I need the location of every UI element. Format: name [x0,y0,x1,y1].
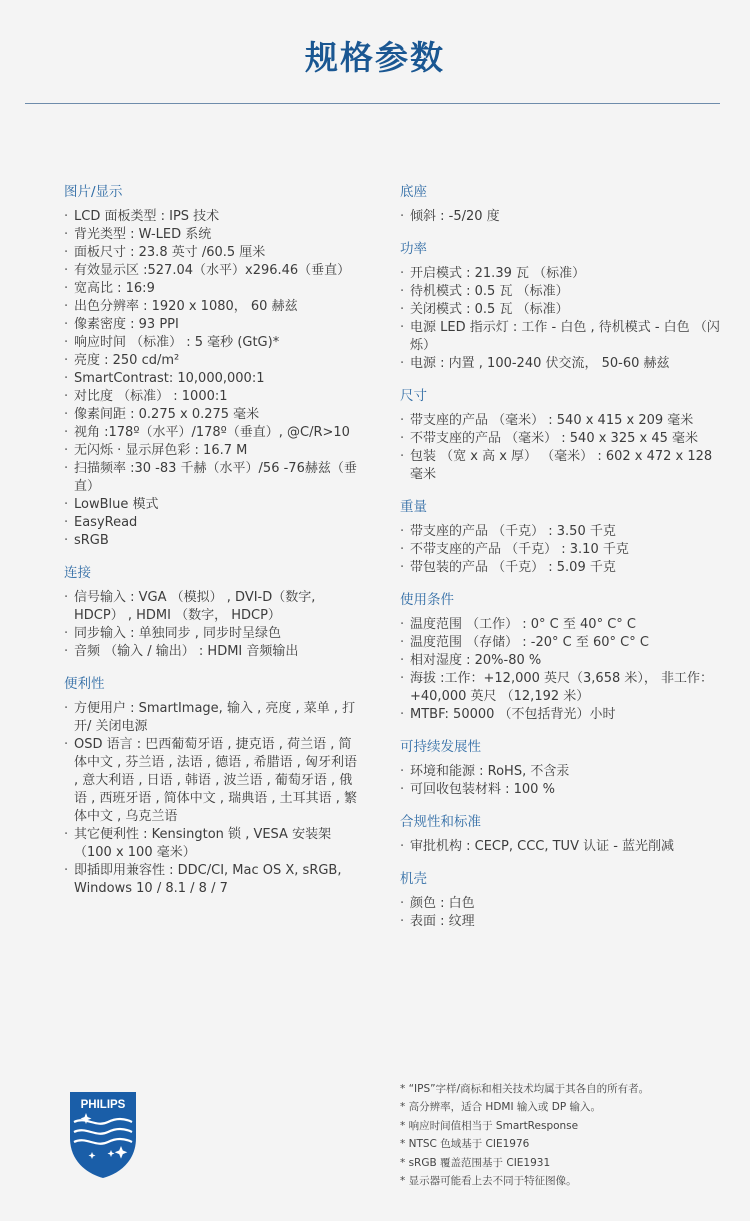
spec-section [400,387,720,484]
spec-list [400,523,720,577]
spec-item: · 亮度 : 250 cd/m² [64,352,364,370]
spec-item: · 出色分辨率 : 1920 x 1080， 60 赫兹 [64,298,364,316]
spec-item: · 倾斜 : -5/20 度 [400,208,720,226]
spec-list [64,700,364,898]
spec-item: · 扫描频率 :30 -83 千赫（水平）/56 -76赫兹（垂直） [64,460,364,496]
spec-section [400,813,720,856]
spec-item: · MTBF: 50000 （不包括背光）小时 [400,706,720,724]
spec-item: · 电源 LED 指示灯 : 工作 - 白色 , 待机模式 - 白色 （闪烁） [400,319,720,355]
philips-logo-wordmark: PHILIPS [80,1099,126,1111]
philips-logo [66,1088,140,1180]
spec-item: · 可回收包装材料 : 100 % [400,781,720,799]
spec-section [64,183,364,550]
spec-item: · 像素密度 : 93 PPI [64,316,364,334]
spec-item: · 其它便利性 : Kensington 锁 , VESA 安装架 （100 x 100 毫米） [64,826,364,862]
footnote: * sRGB 覆盖范围基于 CIE1931 [400,1156,551,1169]
title-divider [25,103,720,104]
spec-item: · EasyRead [64,514,364,532]
spec-section [400,183,720,226]
spec-item: · 不带支座的产品 （毫米） : 540 x 325 x 45 毫米 [400,430,720,448]
spec-item: · 颜色 : 白色 [400,895,720,913]
spec-section [64,675,364,898]
spec-item: · LowBlue 模式 [64,496,364,514]
spec-item: · 方便用户 : SmartImage, 输入 , 亮度 , 菜单 , 打开/ 关闭电源 [64,700,364,736]
spec-item: · 响应时间 （标准） : 5 毫秒 (GtG)* [64,334,364,352]
footnote: * 响应时间值相当于 SmartResponse [400,1119,579,1132]
spec-item: · sRGB [64,532,364,550]
spec-section [400,240,720,373]
spec-item: · 有效显示区 :527.04（水平）x296.46（垂直） [64,262,364,280]
spec-item: · 温度范围 （存储） : -20° C 至 60° C° C [400,634,720,652]
spec-list [64,589,364,661]
spec-item: · 宽高比 : 16:9 [64,280,364,298]
spec-list [400,616,720,724]
section-title: 连接 [64,565,91,581]
section-title: 尺寸 [400,388,427,404]
spec-item: · 待机模式 : 0.5 瓦 （标准） [400,283,720,301]
section-title: 机壳 [400,871,427,887]
spec-item: · 面板尺寸 : 23.8 英寸 /60.5 厘米 [64,244,364,262]
section-title: 功率 [400,241,427,257]
spec-list [400,412,720,484]
spec-item: · 审批机构 : CECP, CCC, TUV 认证 - 蓝光削减 [400,838,720,856]
spec-item: · 电源 : 内置 , 100-240 伏交流， 50-60 赫兹 [400,355,720,373]
section-title: 合规性和标准 [400,814,481,830]
spec-section [400,498,720,577]
section-title: 重量 [400,499,427,515]
spec-item: · 相对湿度 : 20%-80 % [400,652,720,670]
spec-list [400,838,720,856]
spec-item: · 无闪烁 · 显示屏色彩 : 16.7 M [64,442,364,460]
spec-item: · 开启模式 : 21.39 瓦 （标准） [400,265,720,283]
spec-item: · 带包装的产品 （千克） : 5.09 千克 [400,559,720,577]
spec-item: · 表面 : 纹理 [400,913,720,931]
spec-section [400,738,720,799]
spec-item: · 像素间距 : 0.275 x 0.275 毫米 [64,406,364,424]
footnotes [400,1080,730,1190]
section-title: 底座 [400,184,427,200]
spec-item: · SmartContrast: 10,000,000:1 [64,370,364,388]
footnote: * 显示器可能看上去不同于特征图像。 [400,1175,577,1188]
section-title: 可持续发展性 [400,739,481,755]
spec-list [400,895,720,931]
spec-item: · 环境和能源 : RoHS, 不含汞 [400,763,720,781]
spec-item: · 背光类型 : W-LED 系统 [64,226,364,244]
spec-list [400,763,720,799]
spec-item: · 同步输入 : 单独同步 , 同步时呈绿色 [64,625,364,643]
footnote: * NTSC 色域基于 CIE1976 [400,1138,530,1151]
footnote: * “IPS”字样/商标和相关技术均属于其各自的所有者。 [400,1083,650,1095]
spec-item: · 信号输入 : VGA （模拟） , DVI-D（数字, HDCP） , HDMI （数字， HDCP） [64,589,364,625]
section-title: 图片/显示 [64,184,123,200]
spec-item: · 海拔 :工作：+12,000 英尺（3,658 米）， 非工作：+40,000 英尺 （12,192 米） [400,670,720,706]
spec-list [400,265,720,373]
spec-item: · 包装 （宽 x 高 x 厚） （毫米） : 602 x 472 x 128 毫米 [400,448,720,484]
spec-list [400,208,720,226]
spec-item: · 视角 :178º（水平）/178º（垂直）, @C/R>10 [64,424,364,442]
section-title: 便利性 [64,676,105,692]
page-title: 规格参数 [305,38,445,77]
spec-section [400,870,720,931]
specs-right-column [400,183,720,945]
specs-left-column [64,183,364,912]
spec-item: · 温度范围 （工作） : 0° C 至 40° C° C [400,616,720,634]
spec-item: · 音频 （输入 / 输出） : HDMI 音频输出 [64,643,364,661]
footnote: * 高分辨率，适合 HDMI 输入或 DP 输入。 [400,1101,601,1114]
spec-list [64,208,364,550]
spec-item: · OSD 语言 : 巴西葡萄牙语 , 捷克语 , 荷兰语 , 简体中文 , 芬兰语 , 法语 , 德语 , 希腊语 , 匈牙利语 , 意大利语 , 日语 , 韩语 , 波兰语 , 葡萄牙语 , 俄语 , 西班牙语 , 简体中文 , 瑞典语 , 土耳其语 , 繁体中文 , 乌克兰语 [64,736,364,826]
section-title: 使用条件 [400,592,454,608]
spec-item: · 不带支座的产品 （千克） : 3.10 千克 [400,541,720,559]
spec-item: · 带支座的产品 （毫米） : 540 x 415 x 209 毫米 [400,412,720,430]
spec-section [64,564,364,661]
spec-section [400,591,720,724]
spec-item: · 即插即用兼容性 : DDC/CI, Mac OS X, sRGB, Windows 10 / 8.1 / 8 / 7 [64,862,364,898]
spec-item: · 关闭模式 : 0.5 瓦 （标准） [400,301,720,319]
spec-item: · 带支座的产品 （千克） : 3.50 千克 [400,523,720,541]
spec-item: · 对比度 （标准） : 1000:1 [64,388,364,406]
spec-item: · LCD 面板类型 : IPS 技术 [64,208,364,226]
